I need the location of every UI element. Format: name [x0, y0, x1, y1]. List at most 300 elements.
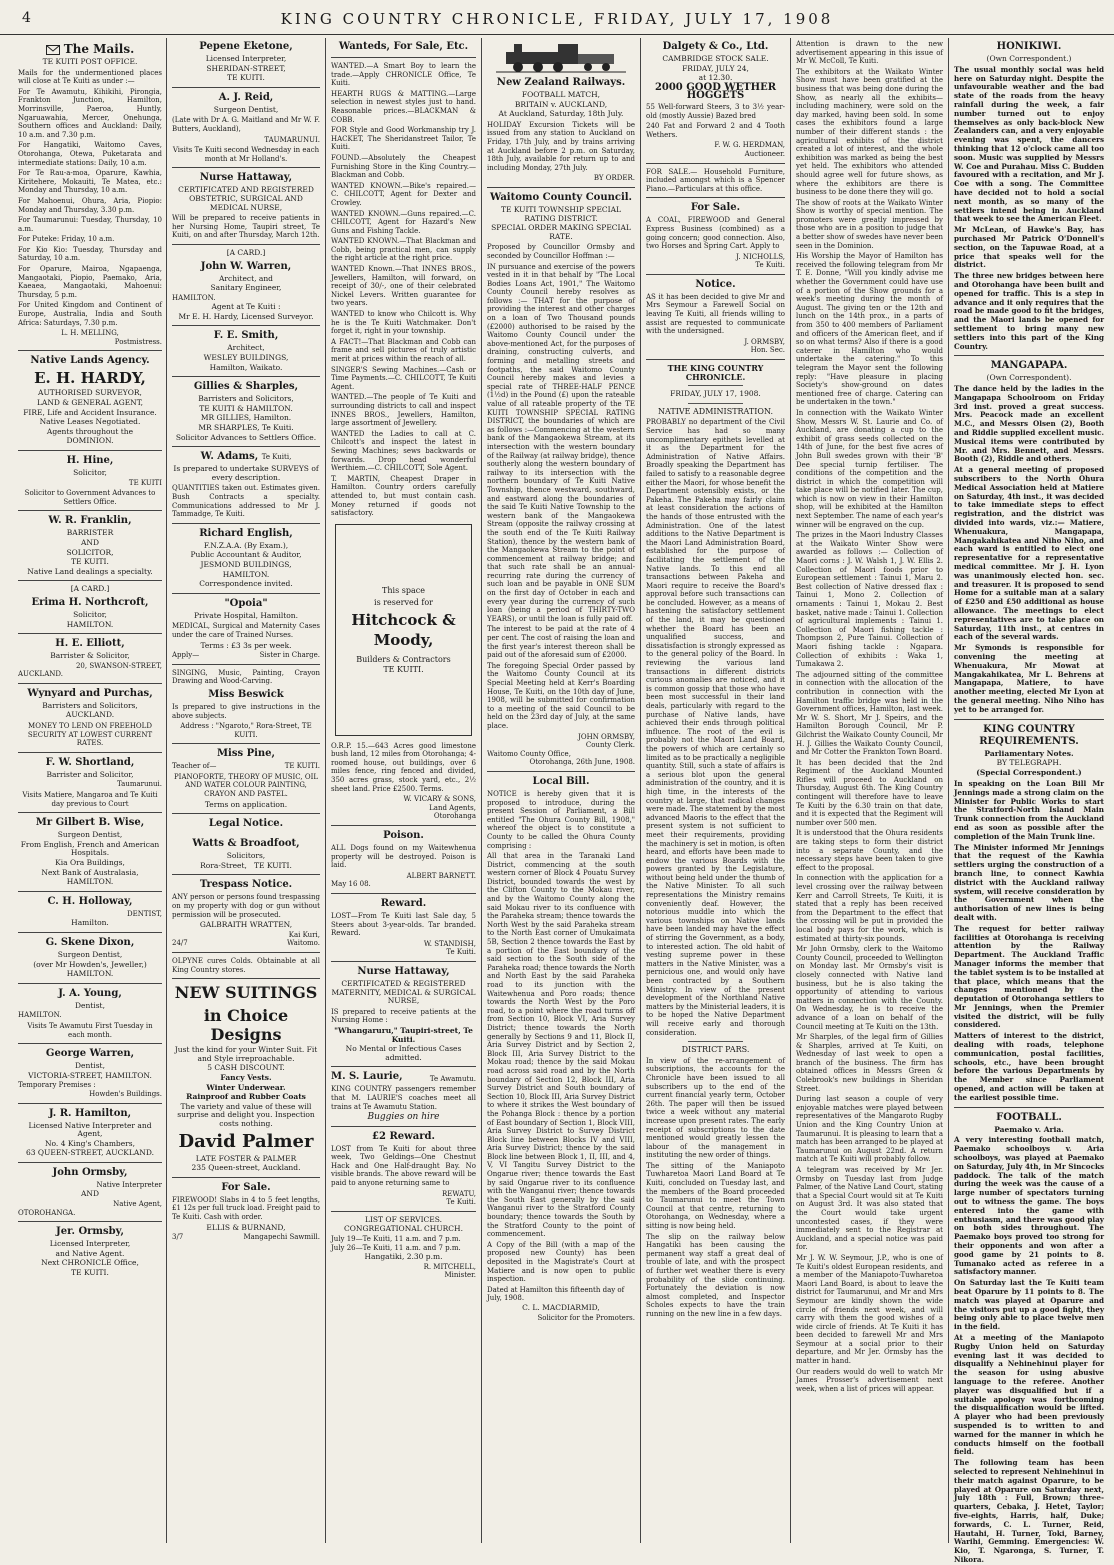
ad-line: Visits Te Awamutu First Tuesday in each month. — [27, 1021, 153, 1039]
ad-line: Visits Te Kuiti second Wednesday in each month at Mr Holland's. — [172, 146, 320, 163]
gillies-name: Gillies & Sharples, — [193, 381, 299, 393]
ad-line: Solicitor, — [73, 467, 107, 477]
ad-line: 3/7 — [172, 1233, 184, 1242]
notice-body: All that area in the Taranaki Land District, commencing at the south western corner of Block 4 Pouatu Survey District, bounded towards the west by the Clifton County to the Mokau river, and by the Waitomo County along the said Mokau river to its confluence with the Paraheka stream; thence towards the North West by the said Paraheka stream to the North East corner of Umukaimata 5B, Section 2 thence towards the East by a portion of the East boundary of the said section to the South side of the Paraheka road; thence towards the North and North East by the said Paraheka road to its junction with the Waitewhenua and Poro roads; thence towards the North West by the Poro road, to a point where the road turns off from Section 10, Block VI, Aria Survey District; thence towards the North generally by Sections 9 and 11, Block II, Aria Survey District and by Section 2, Block III, Aria Survey District to the Mokau road; thence by the said Mokau road across said road and by the North boundary of Section 12, Block III, Aria Survey District and South boundary of Section 10, Block III, Aria Survey District to where it strikes the West boundary of the Pohanga Block : thence by a portion of East boundary of Section 1, Block VIII, Aria Survey District to Survey District Block line between Blocks IV and VIII, Aria Survey District; thence by the said Block line between Block 1, II, III, and 4, V, VI Tangitu Survey District to the Ongarue river; thence towards the East by said Ongarue river to its confluence with the Wanganui river; thence towards the South East generally by the said Wanganui river to the Stratford County boundary; thence towards the South by the Stratford County to the point of commencement. — [487, 852, 635, 1239]
article-body: At a general meeting of proposed subscribers to the North Ohura Medical Association held at Matiere on Saturday, 4th inst., it was decided to take immediate steps to effect registration, and the district was divided into wards, viz.:— Matiere, Whenuakura, Mangapapa, Mangakahikatea and Niho Niho, and each ward is entitled to elect one representative for a representative medical committee. Mr J. H. Lyon was unanimously elected hon. sec. and treasurer. It is proposed to send Home for a suitable man at a salary of £250 and £50 additional as house allowance. The meetings to elect representatives are to take place on Saturday, 11th inst., at centres in each of the several wards. — [954, 465, 1104, 642]
ad-line: MR GILLIES, Hamilton. — [200, 413, 292, 423]
ad-line: Mangapechi Sawmill. — [243, 1233, 320, 1242]
divider — [18, 752, 162, 753]
classified-ad: WANTED Known.—That INNES BROS., Jewellers, Hamilton, will forward, on receipt of 30/-, one of their celebrated Nickel Levers. Written guarantee for two years. — [331, 265, 476, 308]
ad-line: SPECIAL ORDER MAKING SPECIAL RATE. — [491, 223, 631, 241]
jer-name: Jer. Ormsby, — [56, 1226, 124, 1238]
ad-line: KING COUNTRY passengers remember that M. LAURIE'S coaches meet all trains at Te Awamutu Station. — [331, 1085, 476, 1111]
divider — [172, 87, 320, 88]
mails-item: For United Kingdom and Continent of Europe, Australia, India and South Africa: Saturdays, 7.30 p.m. — [18, 301, 162, 327]
ad-line: BY ORDER. — [593, 174, 635, 183]
column-5 — [642, 38, 789, 1543]
dalgety-heading: Dalgety & Co., Ltd. — [662, 41, 769, 52]
box-line: is reserved for — [374, 598, 433, 608]
ad-line: FOOTBALL MATCH, — [521, 90, 601, 99]
ad-line: Te Kuiti. — [446, 948, 476, 957]
mails-item: For Te Awamutu, Kihikihi, Pirongia, Frankton Junction, Hamilton, Morrinsville, Paeroa, Huntly, Ngaruawahia, Mercer, Onehunga, Southern offices and Auckland: Daily, 10 a.m. and 7.30 p.m. — [18, 87, 162, 139]
ad-line: Native Agent, — [113, 1200, 162, 1209]
ad-line: Buggies on hire — [367, 1112, 440, 1123]
divider — [172, 167, 320, 168]
mails-intro: Mails for the undermentioned places will close at Te Kuiti as under :— — [18, 68, 162, 86]
divider — [18, 510, 162, 511]
suitings-headline: in Choice Designs — [203, 1006, 289, 1045]
ad-line: Apply— — [172, 651, 200, 660]
box-line: Moody, — [373, 630, 434, 649]
column-1 — [14, 38, 166, 1543]
ad-line: Correspondence invited. — [199, 579, 293, 589]
ad-line: TE KUITI. — [71, 1268, 109, 1278]
gwarren-name: George Warren, — [45, 1048, 135, 1060]
article-body: In view of the re-arrangement of subscriptions, the accounts for the Chronicle have been issued to all subscribers up to the end of the current financial yearly term, October 26th. The paper will then be issued twice a week without any material increase upon present rates. The early receipt of subscriptions to the date mentioned would greatly lessen the labour of the management in instituting the new order of things. — [646, 1056, 785, 1160]
correspondent-label: (Own Correspondent). — [986, 373, 1072, 383]
ad-line: Dentist, — [75, 1061, 105, 1071]
classified-ad: FOUND.—Absolutely the Cheapest Furnishing Store in the King Country.—Blackman and Cobb. — [331, 153, 476, 180]
divider — [331, 1211, 476, 1212]
ad-line: CERTIFICATED & REGISTERED MATERNITY, MEDICAL & SURGICAL NURSE, — [331, 978, 476, 1006]
waitomo-heading: Waitomo County Council. — [489, 191, 633, 203]
ad-line: W. VICARY & SONS, — [403, 795, 476, 804]
column-6 — [792, 38, 947, 1543]
article-body: The request for better railway facilities at Otorohanga is receiving attention by the Railway Department. The Auckland Traffic Manager informs the member that the tablet system is to be installed at that place, which means that the changes mentioned by the deputation of Otorohanga settlers to Mr Jennings, when the Premier visited the district, will be fully considered. — [954, 923, 1104, 1030]
ad-line: FIRE, Life and Accident Insurance. — [23, 407, 157, 417]
dixon-name: G. Skene Dixon, — [45, 936, 135, 948]
ad-line: Architect, and — [219, 273, 273, 283]
ad-line: Architect, — [227, 343, 265, 353]
ad-line: Howden's Buildings. — [89, 1089, 162, 1098]
ad-line: Visits Matiere, Mangaroa and Te Kuiti day previous to Court — [22, 791, 158, 808]
column-3 — [327, 38, 480, 1543]
notice-body: The interest to be paid at the rate of 4 per cent. The cost of raising the loan and the first year's interest thereon shall be paid out of the aforesaid sum of £2000. — [487, 625, 635, 660]
ad-line: Mr E. H. Hardy, Licensed Surveyor. — [178, 311, 314, 321]
ad-line: R. MITCHELL, — [423, 1262, 476, 1271]
ad-line: Next CHRONICLE Office, — [41, 1258, 139, 1268]
jwarren-name: John W. Warren, — [200, 260, 292, 272]
reserved-space-box — [335, 524, 472, 736]
ad-line: TE KUITI. — [284, 762, 320, 771]
ad-line: Te Kuiti. — [446, 1198, 476, 1207]
ad-line: Rora-Street, — [200, 860, 247, 870]
ad-line: Hangatiki, 2.30 p.m. — [364, 1252, 443, 1262]
ad-line: Solicitor, — [73, 609, 107, 619]
ad-line: LOST—From Te Kuiti last Sale day, 5 Steers about 3-year-olds. Tar branded. Reward. — [331, 912, 476, 938]
ad-line: The variety and value of these will surprise and delight you. Inspection costs nothing. — [177, 1101, 315, 1128]
football-heading: FOOTBALL. — [996, 1111, 1062, 1123]
ad-line: No. 4 King's Chambers, — [44, 1138, 135, 1148]
ad-line: Just the kind for your Winter Suit. Fit and Style irreproachable. — [174, 1045, 318, 1063]
column-rule — [640, 38, 641, 1543]
ad-line: Kai Kuri, — [288, 930, 320, 939]
ad-line: Auctioneer. — [744, 149, 785, 158]
ad-line — [172, 1233, 320, 1242]
ad-line: Agents throughout the — [46, 426, 134, 436]
ad-line — [331, 1027, 476, 1044]
article-body: The Minister informed Mr Jennings that the request of the Kawhia settlers urging the construction of a branch line, to connect Kawhia district with the Auckland railway system, will receive consideration by the Government when the authorisation of new lines is being dealt with. — [954, 842, 1104, 922]
ad-line — [172, 651, 320, 660]
ad-line: SINGING, Music, Painting, Crayon Drawing and Wood-Carving. — [172, 668, 320, 686]
ad-line: Barristers and Solicitors, — [198, 394, 294, 404]
ad-line: Address : "Ngaroto," Rora-Street, TE KUITI. — [180, 722, 312, 739]
legal-heading: Legal Notice. — [208, 818, 284, 830]
eketone-name: Pepene Eketone, — [199, 41, 293, 52]
column-rule — [166, 38, 167, 1543]
ad-line: TE KUITI TOWNSHIP SPECIAL RATING DISTRICT. — [500, 204, 622, 223]
ad-line: Dated at Hamilton this fifteenth day of July, 1908. — [487, 1285, 625, 1303]
ad-line: HAMILTON. — [66, 969, 114, 979]
ad-line: IS prepared to receive patients at the Nursing Home : — [331, 1007, 476, 1025]
divider — [331, 1066, 476, 1067]
ad-line: DENTIST, — [127, 909, 162, 918]
ad-line: Barrister and Solicitor, — [46, 769, 134, 779]
ad-line: TE KUITI. — [254, 860, 292, 870]
ad-line: Sanitary Engineer, — [210, 283, 282, 293]
classified-ad: WANTED KNOWN.—Guns repaired.—C. CHILCOTT, Agent for Hazard's New Guns and Fishing Tackle. — [331, 209, 476, 235]
trespass-heading: Trespass Notice. — [199, 879, 293, 891]
classified-ad: WANTED to know who Chilcott is. Why he is the Te Kuiti Watchmaker. Don't forget it, right in your township. — [331, 310, 476, 336]
laurie-title: M. S. Laurie, — [331, 1071, 403, 1083]
divider — [18, 633, 162, 634]
services-heading: LIST OF SERVICES. — [364, 1214, 443, 1224]
article-body: During last season a couple of very enjoyable matches were played between representatives of the Mangaroto Rugby Union and the King Country Union at Taumarunui. It is pleasing to learn that a match has been arranged to be played at Taumarunui on August 22nd. A return match at Te Kuiti will probably follow. — [796, 1095, 943, 1164]
article-body: In connection with the application for a level crossing over the railway between Kerr and Carroll Streets, Te Kuiti, it is stated that a reply has been received from the Department to the effect that the crossing will be put in provided the local body pays for the work, which is estimated at thirty-six pounds. — [796, 874, 943, 943]
pine-name: Miss Pine, — [216, 748, 276, 760]
divider — [18, 1103, 162, 1104]
ad-line: AS it has been decided to give Mr and Mrs Seymour a Farewell Social on leaving Te Kuiti, all friends willing to assist are requested to communicate with the undersigned. — [646, 292, 785, 336]
column-rule — [948, 38, 949, 1543]
divider — [954, 355, 1104, 356]
ad-line: Surgeon Dentist, — [213, 104, 279, 114]
reward-heading: Reward. — [380, 898, 427, 909]
ad-line: Teacher of— — [172, 762, 217, 771]
young-name: J. A. Young, — [58, 987, 122, 999]
ad-line: No Mental or Infectious Cases admitted. — [345, 1044, 462, 1062]
wise-name: Mr Gilbert B. Wise, — [35, 817, 145, 829]
ad-line: C. L. MACDIARMID, — [522, 1302, 600, 1312]
ad-line: Otorohanga, 26th June, 1908. — [529, 758, 635, 767]
ad-line: CAMBRIDGE STOCK SALE. — [662, 54, 769, 63]
ad-line: Te Kuiti. — [755, 261, 785, 270]
classified-ad: A FACT!—That Blackman and Cobb can frame and sell pictures of truly artistic merit at prices within the reach of all. — [331, 337, 476, 363]
ad-line: ANY person or persons found trespassing on my property with dog or gun without permission will be prosecuted. — [172, 893, 320, 919]
ad-line: Barristers and Solicitors, — [42, 700, 138, 710]
mails-item: For Kio Kio: Tuesday, Thursday and Saturday, 10 a.m. — [18, 245, 162, 263]
divider — [172, 593, 320, 594]
mails-item: For Puteke: Friday, 10 a.m. — [18, 235, 115, 244]
divider — [487, 187, 635, 188]
ad-line: BRITAIN v. AUCKLAND, — [514, 99, 608, 109]
ad-line: AUTHORISED SURVEYOR, — [38, 388, 142, 398]
ad-line: ALL Dogs found on my Waitewhenua property will be destroyed. Poison is laid. — [331, 844, 476, 870]
ad-line: PIANOFORTE, THEORY OF MUSIC, OIL AND WATER COLOUR PAINTING, CRAYON AND PASTEL. — [173, 772, 319, 799]
article-body: The usual monthly social was held here on Saturday night. Despite the unfavourable weather and the bad state of the roads from the heavy rainfall during the week, a fair number turned out to enjoy themselves as only back-block New Zealanders can, and a very enjoyable evening was spent, the dancers thinking that 12 o'clock came all too soon. Music was supplied by Messrs W. Coe and Purahau. Miss C. Budden favoured with a recitation, and Mr J. Coe with a song. The Committee have decided not to hold a social next month, as so many of the settlers intend being in Auckland that week to see the American Fleet. — [954, 64, 1104, 224]
watts-name: Watts & Broadfoot, — [192, 838, 300, 850]
ad-line: QUANTITIES taken out. Estimates given. Bush Contracts a specialty. Communications addressed to Mr J. Tammadge, Te Kuiti. — [172, 484, 320, 519]
hine-name: H. Hine, — [66, 454, 114, 466]
ad-line: Solicitor to Government Advances to Settlers Office. — [24, 489, 156, 506]
honikiwi-heading: HONIKIWI. — [996, 41, 1062, 52]
english-name: Richard English, — [199, 527, 293, 539]
classified-ad: O.R.P. 15.—643 Acres good limestone bush land, 12 miles from Otorohanga; 4-roomed house, out buildings, over 6 miles fence, ring fenced and divided, 350 acres grass, stock yard, etc., 2½ sheet land. Price £2500. Terms. — [331, 741, 476, 793]
ad-line: AND — [81, 1189, 99, 1199]
divider — [331, 1126, 476, 1127]
elliott-name: H. E. Elliott, — [55, 638, 125, 650]
ad-line: At Auckland, Saturday, 18th July. — [498, 109, 624, 119]
ad-line: May 16 08. — [331, 880, 371, 889]
classified-ad: WANTED KNOWN.—That Blackman and Cobb, being practical men, can supply the right article at the right price. — [331, 237, 476, 263]
railways-heading: New Zealand Railways. — [496, 77, 626, 88]
box-line: This space — [382, 585, 425, 595]
article-body: At a meeting of the Maniapoto Rugby Union held on Saturday evening last it was decided to disqualify a Nehinehinui player for the season for using abusive language to the referee. Another player was disqualified but if a suitable apology was forthcoming the disqualification would be lifted. A player who had been previously suspended is to written to and warned for the manner in which he conducts himself on the football field. — [954, 1332, 1104, 1457]
hardy-name: E. H. HARDY, — [34, 369, 146, 388]
ad-line: Waitomo. — [287, 939, 320, 948]
correspondent-label: (Own Correspondent.) — [986, 54, 1072, 63]
wynyard-name: Wynyard and Purchas, — [27, 687, 153, 699]
article-body: Our readers would do well to watch Mr James Prosser's advertisement next week, when a list of prices will appear. — [796, 1367, 943, 1393]
smith-name: F. E. Smith, — [213, 330, 279, 342]
article-heading: DISTRICT PARS. — [681, 1045, 750, 1055]
ad-line: OTOROHANGA. — [18, 1208, 76, 1217]
divider — [331, 825, 476, 826]
adams-name — [172, 451, 320, 463]
laurie-place: Te Awamutu. — [429, 1075, 476, 1084]
ad-line: HAMILTON. — [66, 619, 114, 629]
ad-line: Hon. Sec. — [750, 346, 785, 355]
ad-line: at 12.30. — [698, 73, 733, 83]
reid-name: A. J. Reid, — [218, 91, 274, 103]
divider — [172, 1177, 320, 1178]
ad-line: County Clerk. — [585, 741, 635, 750]
ad-line: Licensed Interpreter, — [49, 1239, 131, 1249]
ad-line: GALBRAITH WRATTEN, — [199, 920, 293, 930]
column-rule — [325, 38, 326, 1543]
ad-line: July 26—Te Kuiti, 11 a.m. and 7 p.m. — [331, 1243, 461, 1252]
article-body: Mr McLean, of Hawke's Bay, has purchased Mr Patrick O'Donnell's section, on the Tapuwae Road, at a price that speaks well for the district. — [954, 225, 1104, 270]
article-body: The adjourned sitting of the committee in connection with the allocation of the contribution in connection with the Hamilton traffic bridge was held in the Government offices, Hamilton, last week. Mr W. S. Short, Mr J. Speirs, and the Hamilton Borough Council, Mr P. Gilchrist the Waikato County Council, Mr H. J. Gillies the Waikato County Council, and Mr Cotter the Frankton Town Board. — [796, 670, 943, 757]
divider — [331, 961, 476, 962]
laurie-name — [331, 1071, 476, 1083]
article-body: The slip on the railway below Hangatiki has been causing the permanent way staff a great deal of trouble of late, and with the prospect of further wet weather there is every probability of the slide continuing. Fortunately the deviation is now almost completed, and Inspector Scholes expects to have the train running on the new line in a few days. — [646, 1232, 785, 1318]
ad-line: TE KUITI. — [71, 557, 109, 567]
suitings-headline: NEW SUITINGS — [174, 983, 318, 1003]
ad-line: Native Leases Negotiated. — [39, 417, 141, 427]
divider — [172, 376, 320, 377]
ad-line: 63 QUEEN-STREET, AUCKLAND. — [25, 1148, 155, 1158]
ad-line: Will be prepared to receive patients in her Nursing Home, Taupiri street, Te Kuiti, on and after Thursday, March 12th. — [172, 214, 320, 240]
ad-line: 24/7 — [172, 939, 188, 948]
divider — [331, 893, 476, 894]
ad-line: MEDICAL, Surgical and Maternity Cases under the care of Trained Nurses. — [172, 622, 320, 639]
mails-heading — [18, 42, 162, 56]
notice-body: A Copy of the Bill (with a map of the proposed new County) has been deposited in the Magistrate's Court at Matiere and is now open to public inspection. — [487, 1240, 635, 1284]
divider — [18, 1043, 162, 1044]
ad-line: Taupiri-street, Te Kuiti. — [391, 1025, 473, 1044]
ad-line: DOMINION. — [66, 436, 114, 446]
ad-line: 55 Well-forward Steers, 3 to 3½ year-old (mostly Aussie) Bazed bred — [646, 102, 785, 120]
envelope-icon — [46, 44, 60, 56]
postmaster-title: Postmistress. — [114, 337, 162, 346]
ad-line: HAMILTON. — [18, 1011, 62, 1020]
jhamilton-name: J. R. Hamilton, — [48, 1107, 132, 1119]
postmaster-name: L. H. MELLING, — [61, 329, 119, 338]
ad-line: JESMOND BUILDINGS, — [200, 559, 292, 569]
ad-body: HOLIDAY Excursion Tickets will be issued from any station to Auckland on Friday, 17th July, and by trains arriving at Auckland before 2 p.m. on Saturday, 18th July, available for return up to and including Monday, 27th July. — [487, 120, 635, 172]
ad-line: 20, SWANSON-STREET, — [75, 661, 162, 670]
hattaway2-name: Nurse Hattaway, — [357, 965, 450, 977]
ad-line: Is prepared to give instructions in the above subjects. — [172, 702, 320, 720]
divider — [646, 163, 785, 164]
masthead — [0, 6, 1114, 35]
divider — [172, 952, 320, 953]
article-body: Matters of interest to the district, dealing with roads, telephone communication, postal facilities, schools, etc., have been brought before the various Departments by the Member since Parliament opened, and action will be taken at the earliest possible time. — [954, 1031, 1104, 1102]
divider — [172, 874, 320, 875]
ad-line: HAMILTON. — [222, 569, 270, 579]
ad-line: SHERIDAN-STREET, — [206, 63, 286, 73]
editorial-masthead: THE KING COUNTRY CHRONICLE. — [667, 363, 764, 382]
divider — [172, 446, 320, 447]
article-body: The prizes in the Maori Industry Classes at the Waikato Winter Show were awarded as follows :— Collection of Maori corns : J. W. Walsh 1, J. W. Ellis 2. Collection of Maori foods prior to European settlement : Tainui 1, Maru 2. Best collection of Native dressed flax : Tainui 1, Mono 2. Collection of ornaments : Tainui 1, Mokau 2. Best basket, native made : Tainui 1. Collection of agricultural implements : Tainui 1. Collection of Maori fishing tackle : Thompson 2, Pure Tainui. Collection of Maori fishing tackle : Ngapara. Collection of exhibits : Waka 1, Tumakawa 2. — [796, 531, 943, 669]
article-body: The exhibitors at the Waikato Winter Show must have been gratified at the business that was being done during the Show, as nearly all the exhibits—including machinery, were sold on the day marked, having been sold. In some cases the exhibitors found a large number of their different stands : the agricultural exhibits of the district created a lot of interest, and the whole exhibition was marked as being the best yet held. The exhibitors who attended should agree well for future shows, as where the exhibitors are there is business to be done there they will go. — [796, 67, 943, 197]
column-rule — [790, 38, 791, 1543]
card-label: [A CARD.] — [226, 247, 266, 257]
divider — [172, 664, 320, 665]
ad-line: MONEY TO LEND ON FREEHOLD SECURITY AT LOWEST CURRENT RATES. — [27, 722, 153, 748]
ad-line: 235 Queen-street, Auckland. — [191, 1163, 301, 1173]
ad-line: FRIDAY, JULY 24, — [682, 63, 749, 73]
ad-line: From English, French and American Hospitals. — [20, 839, 160, 858]
article-body: Mr J. W. W. Seymour, J.P., who is one of Te Kuiti's oldest European residents, and a member of the Maniapoto-Tuwharetoa Maori Land Board, is about to leave the district for Taumarunui, and Mr and Mrs Seymour are kindly shown the wide circle of friends next week, and will carry with them the good wishes of a wide circle of friends. At Te Kuiti it has been decided to farewell Mr and Mrs Seymour at a social prior to their departure, and Mr Jer. Ormsby has the matter in hand. — [796, 1253, 943, 1366]
column-2 — [168, 38, 324, 1543]
ad-line: Surgeon Dentist, — [57, 830, 123, 840]
article-body: The three new bridges between here and Otorohanga have been built and opened for traffic. This is a step in advance and it only requires that the road be made good to fit the bridges, and the Maori lands be opened for settlement to bring many new settlers into this part of the King Country. — [954, 271, 1104, 351]
column-7 — [950, 38, 1108, 1564]
ad-line: and Native Agent. — [55, 1248, 125, 1258]
ad-line: ELLIS & BURNAND, — [206, 1222, 286, 1232]
ad-line: ALBERT BARNETT. — [406, 871, 476, 880]
divider — [172, 743, 320, 744]
mails-item: For Mahoenui, Ohura, Aria, Piopio: Monday and Thursday, 3.30 p.m. — [18, 196, 162, 214]
article-body: PROBABLY no department of the Civil Service has had so many uncomplimentary epithets levelled at it as the Department for the Administration of Native Affairs. Broadly speaking the Department has failed to satisfy to a reasonable degree either the Maori, for whose benefit the Department ostensibly exists, or the Pakeha. The Pakeha may fairly claim at least consideration the actions of the hands of those entrusted with the Administration. One of the latest additions to the Native Department is the Maori Land Administration Board, established for the purpose of facilitating the settlement of the Native lands. To this end all transactions between Pakeha and Maori require to receive the Board's approval before such transactions can be concluded. However, as a means of hastening the satisfactory settlement of the land, it may be questioned whether the Board has been an unqualified success, and dissatisfaction is strongly expressed as to the general policy of the Board. In reviewing the various land transactions in different districts curious anomalies are noticed, and it is common gossip that those who have been most successful in their land deals, particularly with regard to the purchase of Native lands, have achieved their ends through political influence. The root of the evil is probably not the Maori Land Board, the powers of which are certainly so limited as to be practically a negligible quantity. Still, such a state of affairs is a serious blot upon the general administration of the country, and it is high time, in the interests of the country at large, that radical changes were made. The statement by the most advanced Maoris to the effect that the present system is not sufficient to meet their requirements, providing the machinery is set in motion, is often heard, and efforts have been made to endow the various Boards with the powers granted by the Legislature, without being held under the thumb of the Native Minister. To all such representations the Ministry remains conveniently deaf. However, the notorious muddle into which the various townships on Native lands have been landed may have the effect of stirring the Government, as a body, to interested action. The old habit of vesting supreme power in these matters in the Native Minister, was a pernicious one, and would only have been contracted by a Southern Ministry. In view of the present development of the Northland Native matters by the Ministerial leaders, it is to be hoped the Native Department will receive early and thorough consideration. — [646, 418, 785, 1037]
ad-line: July 19—Te Kuiti, 11 a.m. and 7 p.m. — [331, 1235, 461, 1244]
divider — [331, 57, 476, 58]
ad-line: BARRISTER — [66, 528, 114, 538]
page-number: 4 — [22, 10, 31, 26]
ad-line: Surgeon Dentist, — [57, 949, 123, 959]
ad-line: J. NICHOLLS, — [736, 252, 785, 261]
ad-line — [172, 762, 320, 771]
ad-line: VICTORIA-STREET, HAMILTON. — [28, 1070, 152, 1080]
ad-line: Agent at Te Kuiti : — [211, 302, 281, 312]
ad-line: W. STANDISH, — [423, 939, 476, 948]
ad-line: TE KUITI. — [227, 73, 265, 83]
adams-place: Te Kuiti, — [261, 453, 292, 462]
column-rule — [481, 38, 482, 1543]
ad-line: Proposed by Councillor Ormsby and seconded by Councillor Hoffman :— — [487, 243, 635, 260]
ad-line: FIREWOOD! Slabs in 4 to 5 feet lengths, £1 12s per full truck load. Freight paid to Te Kuiti. Cash with order. — [172, 1195, 320, 1221]
divider — [954, 1107, 1104, 1108]
ad-line: JOHN ORMSBY, — [578, 732, 635, 741]
classified-ad: WANTED.—A Smart Boy to learn the trade.—Apply CHRONICLE Office, Te Kuiti. — [331, 62, 476, 88]
mails-item: For Taumarunui: Tuesday, Thursday, 10 a.m. — [18, 216, 162, 233]
divider — [18, 1162, 162, 1163]
editorial-date: FRIDAY, JULY 17, 1908. — [670, 389, 761, 399]
ad-line: Waitomo County Office, — [487, 749, 571, 758]
article-body: Mr John Ormsby, clerk to the Waitomo County Council, proceeded to Wellington on Monday last. Mr Ormsby's visit is closely connected with Native land business, but he is also taking the opportunity of attending to various matters in connection with the County. On Wednesday, he is to receive the advance of a loan on behalf of the Council meeting at Te Kuiti on the 13th. — [796, 945, 943, 1031]
ad-line: REWATU, — [441, 1189, 476, 1198]
ad-line: 240 Fat and Forward 2 and 4 Tooth Wethers. — [646, 122, 785, 139]
opoia-name: "Opoia" — [224, 597, 268, 609]
northcroft-name: Erima H. Northcroft, — [31, 596, 149, 608]
ad-line: LAND & GENERAL AGENT, — [36, 398, 144, 407]
divider — [172, 978, 320, 979]
article-body: His Worship the Mayor of Hamilton has received the following telegram from Mr T. E. Donne, "Will you kindly advise me whether the Government could have use of a portion of the Show grounds for a week's meeting during the month of August. The giving ten or the 12th and lunch on the 14th prox., in a parts of from 350 to 400 members of Parliament and officers of the American fleet, and if so on what terms? Also if there is a good caterer in Hamilton who would undertake the catering." To this telegram the Mayor sent the following reply: "Have pleasure in placing Society's show-ground on dates mentioned free of charge. Catering can be undertaken in the town." — [796, 252, 943, 407]
column-4 — [483, 38, 639, 1543]
article-body: The dance held by the ladies in the Mangapapa Schoolroom on Friday 3rd inst. proved a great success. Mrs. Peacock made an excellent M.C., and Messrs Olsen (2), Booth and Riddle supplied excellent music. Musical items were contributed by Mr. and Mrs. Bennett, and Messrs. Booth (2), Riddle and others. — [954, 384, 1104, 464]
ad-line: CONGREGATIONAL CHURCH. — [344, 1224, 463, 1234]
native-agency-heading: Native Lands Agency. — [30, 355, 150, 367]
ad-line: FOR SALE.— Household Furniture, included amongst which is a Spencer Piano.—Particulars at this office. — [646, 167, 785, 193]
ad-line — [172, 939, 320, 948]
divider — [646, 197, 785, 198]
classified-ad: FOR Style and Good Workmanship try J. HACKET, The Sheridanstreet Tailor, Te Kuiti. — [331, 126, 476, 152]
ormsby-name: John Ormsby, — [52, 1166, 128, 1178]
ad-line: MR SHARPLES, Te Kuiti. — [198, 423, 294, 433]
post-office-title: TE KUITI POST OFFICE. — [42, 57, 138, 66]
divider — [646, 359, 785, 360]
ad-line: Rainproof and Rubber Coats — [186, 1092, 306, 1102]
notice-body: IN pursuance and exercise of the powers vested in it in that behalf by "The Local Bodies Loans Act, 1901," The Waitomo County Council hereby resolves as follows :— THAT for the purpose of providing the interest and other charges on a loan of Two Thousand pounds (£2000) authorised to be raised by the Waitomo County Council under the above-mentioned Act, for the purposes of draining, constructing culverts, and forming and metalling streets and footpaths, the said Waitomo County Council hereby makes and levies a special rate of THREE-HALF PENCE (1½d) in the Pound (£) upon the rateable value of all rateable property of the TE KUITI TOWNSHIP SPECIAL RATING DISTRICT, the boundaries of which are as follows :—Commencing at the western bank of the Mangaokewa Stream, at its intersection with the western boundary of the Railway (at railway bridge), thence southerly along the western boundary of railway to its intersection with the northern boundary of Te Kuiti Native Township, thence westward, southward, and eastward along the boundaries of the said Te Kuiti Native Township to the western bank of the Mangaokewa Stream (opposite the railway crossing at the south end of the Te Kuiti Railway Station), thence by the western bank of the Mangaokewa Stream to the point of commencement at railway bridge; and that such rate shall be an annual-recurring rate during the currency of such loan and be payable in ONE SUM on the first day of October in each and every year during the currency of such loan (being a period of THIRTY-TWO YEARS), or until the loan is fully paid off. — [487, 262, 635, 623]
article-body: In speaking on the Loan Bill Mr Jennings made a strong claim on the Minister for Public Works to start the Stratford-North Island Main Trunk connection from the Auckland end as soon as possible after the completion of the Main Trunk line. — [954, 778, 1104, 841]
box-line: TE KUITI. — [383, 665, 424, 675]
notice-body: NOTICE is hereby given that it is proposed to introduce, during the present Session of Parliament, a Bill entitled "The Ohura County Bill, 1908," whereof the object is to constitute a County to be called the Ohura County comprising : — [487, 789, 635, 850]
classified-ad: HEARTH RUGS & MATTING.—Large selection in newest styles just to hand. Reasonable prices.—BLACKMAN & COBB. — [331, 89, 476, 124]
hattaway-name: Nurse Hattaway, — [199, 172, 293, 184]
article-body: The sitting of the Maniapoto Tuwharetoa Maori Land Board at Te Kuiti, concluded on Tuesday last, and the members of the Board proceeded to Taumarunui to meet the Town Council at that centre, returning to Otorohanga, on Wednesday, where a sitting is now being held. — [646, 1161, 785, 1231]
divider — [954, 719, 1104, 720]
ad-line: Barrister & Solicitor, — [50, 651, 130, 661]
ad-line: LOST from Te Kuiti for about three week, Two Geldings—One Chestnut Hack and One Half-draught Bay. No visible brands. The above reward will be paid to anyone returning same to — [331, 1144, 476, 1188]
divider — [646, 274, 785, 275]
mails-item: For Hangatiki, Waitomo Caves, Otorohanga, Otewa, Puketarata and intermediate stations: Daily, 10 a.m. — [18, 141, 162, 167]
ad-line: F. W. G. HERDMAN, — [714, 141, 785, 150]
divider — [172, 523, 320, 524]
ad-line: TAUMARUNUI. — [264, 135, 320, 144]
ad-line: OLPYNE cures Colds. Obtainable at all King Country stores. — [172, 957, 320, 974]
divider — [18, 450, 162, 451]
divider — [18, 932, 162, 933]
divider — [172, 325, 320, 326]
ad-line: TE KUITI — [128, 478, 162, 487]
beswick-name: Miss Beswick — [208, 688, 284, 700]
localbill-heading: Local Bill. — [532, 775, 590, 787]
ad-line — [172, 862, 320, 871]
ad-line: HAMILTON. — [172, 293, 216, 302]
article-body: It is understood that the Ohura residents are taking steps to form their district into a separate County, and the necessary steps have been taken to give effect to the proposal. — [796, 829, 943, 872]
divider — [18, 812, 162, 813]
ad-line: Sister in Charge. — [259, 651, 320, 660]
divider — [487, 771, 635, 772]
poison-heading: Poison. — [383, 830, 424, 842]
box-line: Hitchcock & — [351, 610, 456, 629]
ad-line: Is prepared to undertake SURVEYS of every description. — [173, 464, 319, 482]
article-subheading: Parliamentary Notes. — [984, 748, 1074, 758]
ad-line: Terms on application. — [204, 799, 288, 809]
ad-line: 2000 GOOD WETHER HOGGETS — [654, 81, 777, 102]
ad-line: SOLICITOR, — [66, 547, 114, 557]
